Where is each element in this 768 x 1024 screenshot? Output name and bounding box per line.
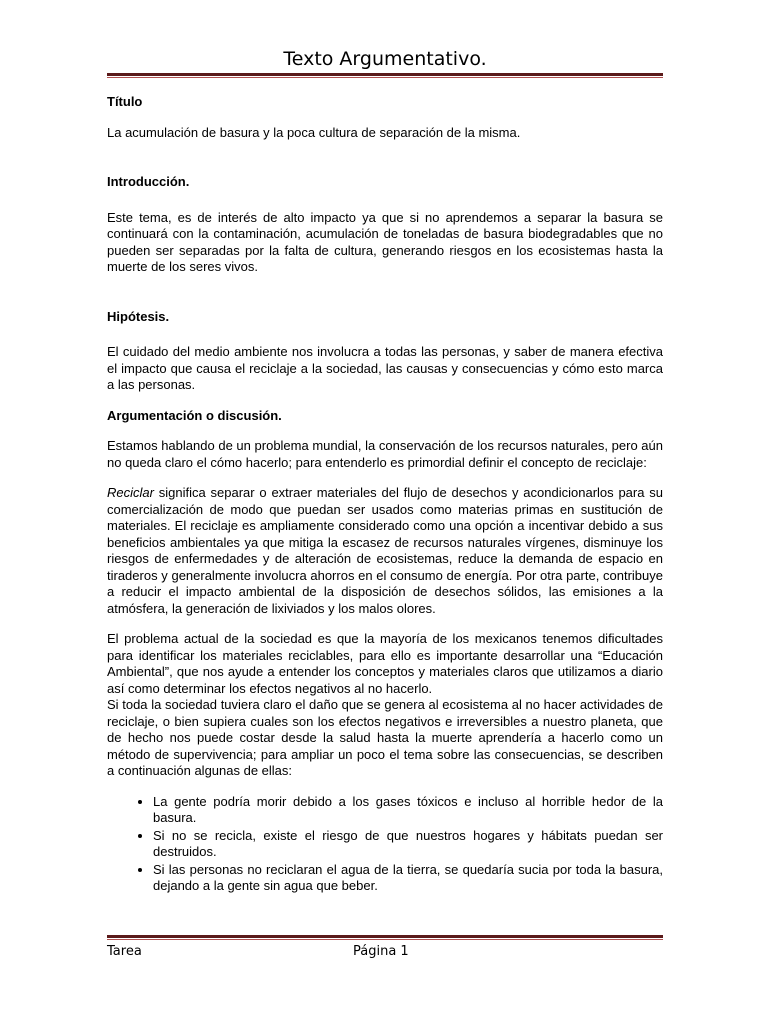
- footer-rule: [107, 935, 663, 940]
- hipotesis-paragraph: El cuidado del medio ambiente nos involucra a todas las personas, y saber de manera efectiva el impacto que causa el reciclaje a la sociedad, las causas y consecuencias y cómo esto marca a las personas.: [107, 344, 663, 392]
- page-number: Página 1: [353, 944, 409, 959]
- reciclar-term: Reciclar: [107, 485, 154, 500]
- list-item: • Si las personas no reciclaran el agua de la tierra, se quedaría sucia por toda la basura, dejando a la gente sin agua que beber.: [153, 862, 663, 895]
- argumentacion-paragraph-4: Si toda la sociedad tuviera claro el daño que se genera al ecosistema al no hacer actividades de reciclaje, o bien supiera cuales son los efectos negativos e irreversibles a nuestro planeta, que de hecho nos puede costar desde la salud hasta la muerte aprendería a hacerlo como un método de supervivencia; para ampliar un poco el tema sobre las consecuencias, se describen a continuación algunas de ellas:: [107, 697, 663, 778]
- argumentacion-paragraph-3: El problema actual de la sociedad es que la mayoría de los mexicanos tenemos dificultades para identificar los materiales reciclables, para ello es importante desarrollar una “Educación Ambiental”, que nos ayude a entender los conceptos y materiales claros que utilizamos a diario así como determinar los efectos negativos al no hacerlo.: [107, 631, 663, 696]
- header-title: Texto Argumentativo.: [283, 48, 487, 70]
- consequences-list: [107, 794, 663, 895]
- argumentacion-heading: Argumentación o discusión.: [107, 407, 282, 423]
- document-page: [107, 0, 663, 1024]
- list-item: • La gente podría morir debido a los gases tóxicos e incluso al horrible hedor de la basura.: [153, 794, 663, 827]
- argumentacion-paragraph-2: [107, 485, 663, 617]
- titulo-text: La acumulación de basura y la poca cultura de separación de la misma.: [107, 124, 521, 140]
- titulo-heading: Título: [107, 94, 143, 109]
- footer-label: Tarea: [107, 944, 142, 959]
- argumentacion-paragraph-1: Estamos hablando de un problema mundial, la conservación de los recursos naturales, pero aún no queda claro el cómo hacerlo; para entenderlo es primordial definir el concepto de reciclaje:: [107, 438, 663, 470]
- reciclar-definition: significa separar o extraer materiales del flujo de desechos y acondicionarlos para su comercialización de modo que puedan ser usados como materias primas en sustitución de materiales. El reciclaje es ampliamente considerado como una opción a incentivar debido a sus beneficios ambientales ya que mitiga la escasez de recursos naturales vírgenes, disminuye los riesgos de enfermedades y de alteración de ecosistemas, reduce la demanda de espacio en tiraderos y generalmente involucra ahorros en el consumo de energía. Por otra parte, contribuye a reducir el impacto ambiental de la disposición de desechos sólidos, las emisiones a la atmósfera, la generación de lixiviados y los malos olores.: [107, 485, 663, 616]
- intro-paragraph: Este tema, es de interés de alto impacto ya que si no aprendemos a separar la basura se continuará con la contaminación, acumulación de toneladas de basura biodegradables que no pueden ser separadas por la falta de cultura, generando riesgos en los ecosistemas hasta la muerte de los seres vivos.: [107, 209, 663, 274]
- document-body: [107, 94, 663, 896]
- hipotesis-heading: Hipótesis.: [107, 308, 170, 324]
- intro-heading: Introducción.: [107, 174, 190, 189]
- header-rule: [107, 73, 663, 78]
- list-item: • Si no se recicla, existe el riesgo de que nuestros hogares y hábitats puedan ser destruidos.: [153, 828, 663, 861]
